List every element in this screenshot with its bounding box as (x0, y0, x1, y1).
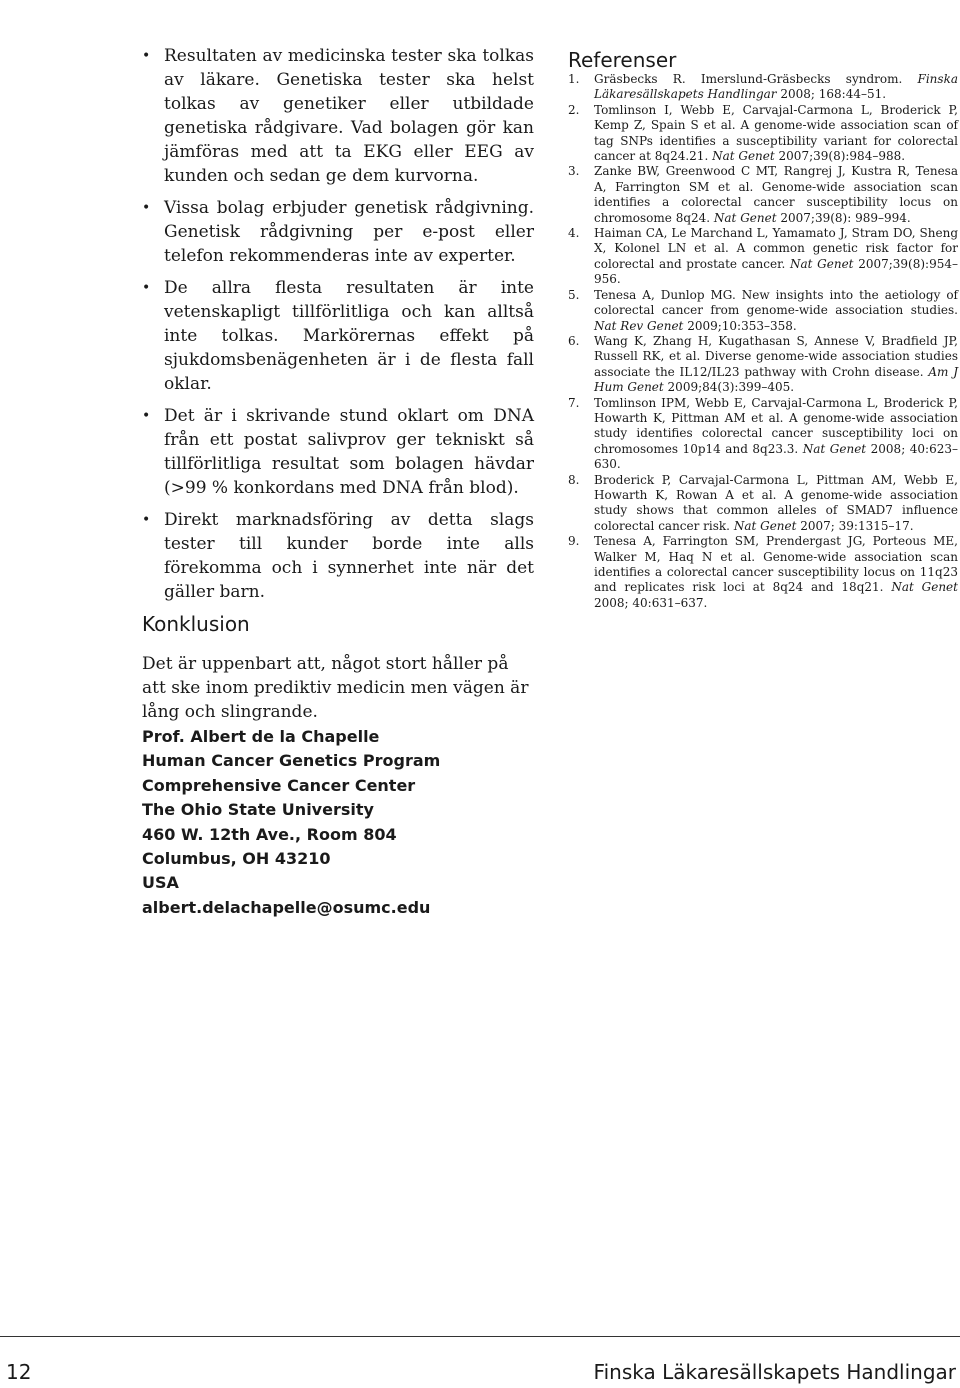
reference-journal: Finska Läkaresällskapets Handlingar (594, 72, 958, 102)
reference-details: 2008; 168:44–51. (776, 87, 887, 102)
address-line: Human Cancer Genetics Program (142, 751, 441, 771)
bullet-item: • Det är i skrivande stund oklart om DNA från ett postat salivprov ger tekniskt så tillförlitliga resultat som bolagen hävdar (>99 % konkordans med DNA från blod). (142, 404, 534, 500)
reference-number: 8. (568, 472, 580, 487)
reference-details: 2007;39(8):984–988. (774, 149, 906, 164)
bullet-item: • Direkt marknadsföring av detta slags tester till kunder borde inte alls förekomma och i synnerhet inte när det gäller barn. (142, 508, 534, 604)
reference-text: Haiman CA, Le Marchand L, Yamamato J, Stram DO, Sheng X, Kolonel LN et al. A common genetic risk factor for colorectal and prostate cancer. (594, 226, 958, 271)
reference-details: 2007; 39:1315–17. (796, 518, 914, 533)
reference-text: Tomlinson I, Webb E, Carvajal-Carmona L, Broderick P, Kemp Z, Spain S et al. A genome-wide association scan of tag SNPs identifies a susceptibility variant for colorectal cancer at 8q24.21. (594, 102, 958, 164)
reference-journal: Am J Hum Genet (594, 364, 959, 395)
reference-journal: Nat Genet (712, 149, 775, 164)
author-name: Prof. Albert de la Chapelle (142, 727, 380, 746)
author-email[interactable]: albert.delachapelle@osumc.edu (142, 897, 431, 917)
reference-journal: Nat Genet (790, 256, 854, 271)
author-address (142, 725, 440, 920)
reference-number: 7. (568, 395, 580, 410)
reference-details: 2008; 40:623–630. (594, 441, 958, 472)
conclusion-heading: Konklusion (142, 612, 250, 636)
reference-text: Tenesa A, Dunlop MG. New insights into the aetiology of colorectal cancer from genome-wide association studies. (594, 287, 958, 318)
footer-rule (0, 1336, 960, 1337)
page-number: 12 (6, 1360, 32, 1384)
reference-text: Tenesa A, Farrington SM, Prendergast JG, Porteous ME, Walker M, Haq N et al. Genome-wide association scan identifies a colorectal cancer susceptibility locus on 11q23 and replicates risk loci at 8q24 and 18q21. (594, 534, 958, 595)
reference-number: 1. (568, 72, 580, 86)
reference-item (568, 164, 958, 226)
reference-journal: Nat Rev Genet (594, 318, 684, 333)
bullet-item: • De allra flesta resultaten är inte vetenskapligt tillförlitliga och kan alltså inte tolkas. Markörernas effekt på sjukdomsbenägenheten är i de flesta fall oklar. (142, 276, 534, 396)
address-line: USA (142, 873, 179, 893)
reference-number: 9. (568, 534, 580, 549)
reference-text: Broderick P, Carvajal-Carmona L, Pittman AM, Webb E, Howarth K, Rowan A et al. A genome-wide association study shows that common alleles of SMAD7 influence colorectal cancer risk. (594, 472, 958, 533)
bullet-item: • Vissa bolag erbjuder genetisk rådgivning. Genetisk rådgivning per e-post eller telefon rekommenderas inte av experter. (142, 196, 534, 268)
bullet-list (142, 44, 534, 604)
address-line: 460 W. 12th Ave., Room 804 (142, 824, 397, 844)
reference-item (568, 396, 958, 473)
reference-text: Gräsbecks R. Imerslund-Gräsbecks syndrom. (594, 72, 918, 86)
reference-details: 2008; 40:631–637. (594, 595, 708, 610)
reference-details: 2007;39(8):954–956. (594, 256, 958, 287)
reference-item (568, 72, 958, 103)
reference-item (568, 226, 958, 288)
reference-text: Wang K, Zhang H, Kugathasan S, Annese V, Bradfield JP, Russell RK, et al. Diverse genome-wide association studies associate the IL12/IL23 pathway with Crohn disease. (594, 333, 958, 379)
references-heading: Referenser (568, 48, 677, 72)
reference-number: 5. (568, 287, 580, 302)
reference-journal: Nat Genet (733, 518, 797, 533)
reference-list (568, 72, 958, 611)
reference-item (568, 334, 958, 396)
reference-details: 2009;84(3):399–405. (663, 380, 795, 395)
reference-number: 2. (568, 102, 580, 117)
conclusion-text: Det är uppenbart att, något stort håller på att ske inom prediktiv medicin men vägen är lång och slingrande. (142, 654, 529, 722)
reference-details: 2007;39(8): 989–994. (776, 210, 911, 225)
address-line: Comprehensive Cancer Center (142, 775, 416, 795)
address-line: Columbus, OH 43210 (142, 849, 331, 869)
reference-journal: Nat Genet (891, 580, 958, 595)
reference-text: Tomlinson IPM, Webb E, Carvajal-Carmona L, Broderick P, Howarth K, Pittman AM et al. A genome-wide association study identifies colorectal cancer susceptibility loci on chromosomes 10p14 and 8q23.3. (594, 395, 958, 456)
journal-title: Finska Läkaresällskapets Handlingar (593, 1360, 956, 1384)
reference-journal: Nat Genet (713, 210, 777, 225)
reference-text: Zanke BW, Greenwood C MT, Rangrej J, Kustra R, Tenesa A, Farrington SM et al. Genome-wide association scan identifies a colorectal cancer susceptibility locus on chromosome 8q24. (594, 164, 958, 225)
reference-number: 4. (568, 226, 580, 241)
address-line: The Ohio State University (142, 800, 374, 820)
reference-item (568, 288, 958, 334)
right-column (568, 48, 958, 611)
reference-number: 6. (568, 333, 580, 348)
reference-item (568, 103, 958, 165)
left-column (142, 44, 534, 724)
reference-item (568, 473, 958, 535)
reference-details: 2009;10:353–358. (683, 318, 797, 333)
reference-journal: Nat Genet (802, 441, 867, 456)
reference-number: 3. (568, 164, 580, 179)
bullet-item: • Resultaten av medicinska tester ska tolkas av läkare. Genetiska tester ska helst tolkas av genetiker eller utbildade genetiska rådgivare. Vad bolagen gör kan jämföras med att ta EKG eller EEG av kunden och sedan ge dem kurvorna. (142, 44, 534, 188)
reference-item (568, 534, 958, 611)
